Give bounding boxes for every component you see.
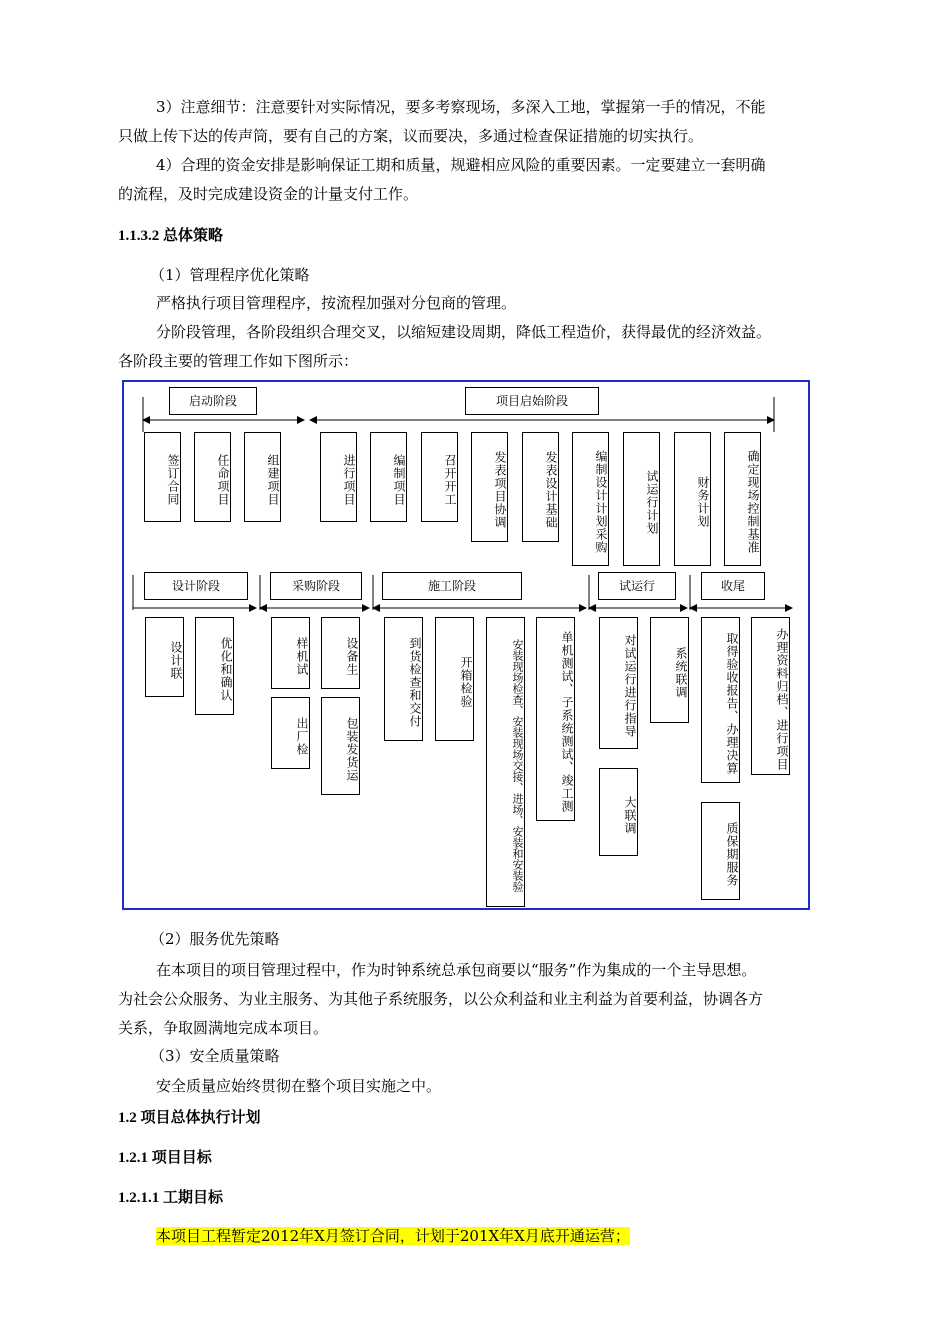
highlighted-schedule-text: 本项目工程暂定2012年X月签订合同，计划于201X年X月底开通运营； — [156, 1227, 630, 1245]
task-box-design-1: 设计联 — [145, 617, 184, 697]
task-box-startup-1: 签订合同 — [144, 432, 181, 522]
heading-12-overall-plan: 1.2 项目总体执行计划 — [118, 1110, 261, 1126]
task-box-closeout-1: 取得验收报告、办理决算 — [701, 617, 740, 783]
phase-label-design: 设计阶段 — [144, 572, 248, 600]
phase-label-trial-run: 试运行 — [598, 572, 676, 600]
paragraph-service-line1: 在本项目的项目管理过程中，作为时钟系统总承包商要以“服务”作为集成的一个主导思想。 — [156, 961, 757, 979]
task-box-kickoff-5: 发表设计基础 — [522, 432, 559, 542]
paragraph-attention-detail-line2: 只做上传下达的传声筒，要有自己的方案，议而要决，多通过检查保证措施的切实执行。 — [118, 127, 704, 145]
task-box-startup-3: 组建项目 — [244, 432, 281, 522]
task-box-procurement-3: 出厂检 — [271, 697, 310, 769]
subheading-management-procedure: （1）管理程序优化策略 — [150, 266, 310, 284]
paragraph-strict-procedure: 严格执行项目管理程序，按流程加强对分包商的管理。 — [156, 294, 517, 312]
paragraph-phased-management-line1: 分阶段管理，各阶段组织合理交叉，以缩短建设周期，降低工程造价，获得最优的经济效益。 — [156, 323, 772, 341]
task-box-kickoff-4: 发表项目协调 — [471, 432, 508, 542]
task-box-trial-2: 系统联调 — [650, 617, 689, 723]
phase-label-kickoff: 项目启始阶段 — [465, 387, 599, 415]
task-box-construction-1: 到货检查和交付 — [384, 617, 423, 741]
task-box-kickoff-2: 编制项目 — [370, 432, 407, 522]
task-box-design-2: 优化和确认 — [195, 617, 234, 715]
paragraph-schedule-goal — [156, 1222, 630, 1251]
phase-label-procurement: 采购阶段 — [270, 572, 362, 600]
paragraph-safety-quality: 安全质量应始终贯彻在整个项目实施之中。 — [156, 1077, 442, 1095]
task-box-procurement-4: 包装发货运 — [321, 697, 360, 795]
task-box-construction-4: 单机测试、子系统测试、竣工测 — [536, 617, 575, 821]
phase-management-diagram — [122, 380, 810, 910]
heading-121-project-goals: 1.2.1 项目目标 — [118, 1150, 212, 1166]
task-box-construction-2: 开箱检验 — [435, 617, 474, 741]
subheading-safety-quality: （3）安全质量策略 — [150, 1047, 280, 1065]
task-box-closeout-3: 质保期服务 — [701, 802, 740, 900]
paragraph-phased-management-line2: 各阶段主要的管理工作如下图所示： — [118, 352, 359, 370]
task-box-kickoff-1: 进行项目 — [320, 432, 357, 522]
task-box-kickoff-6: 编制设计计划采购 — [572, 432, 609, 566]
phase-label-construction: 施工阶段 — [382, 572, 522, 600]
paragraph-attention-detail-line1: 3）注意细节：注意要针对实际情况，要多考察现场，多深入工地，掌握第一手的情况，不能 — [156, 98, 766, 116]
task-box-closeout-2: 办理资料归档、进行项目 — [751, 617, 790, 775]
task-box-kickoff-9: 确定现场控制基准 — [724, 432, 761, 566]
task-box-construction-3: 安装现场检查、安装现场交接、进场、安装和安装验 — [486, 617, 525, 907]
task-box-trial-3: 大联调 — [599, 768, 638, 856]
subheading-service-first: （2）服务优先策略 — [150, 930, 280, 948]
paragraph-service-line2: 为社会公众服务、为业主服务、为其他子系统服务，以公众利益和业主利益为首要利益，协调各方 — [118, 990, 764, 1008]
task-box-trial-1: 对试运行进行指导 — [599, 617, 638, 749]
phase-label-closeout: 收尾 — [701, 572, 765, 600]
paragraph-funding-line1: 4）合理的资金安排是影响保证工期和质量，规避相应风险的重要因素。一定要建立一套明确 — [156, 156, 766, 174]
task-box-kickoff-3: 召开开工 — [421, 432, 458, 522]
task-box-kickoff-8: 财务计划 — [674, 432, 711, 566]
task-box-procurement-2: 设备生 — [321, 617, 360, 689]
paragraph-service-line3: 关系，争取圆满地完成本项目。 — [118, 1019, 329, 1037]
heading-1132-overall-strategy: 1.1.3.2 总体策略 — [118, 228, 224, 244]
task-box-procurement-1: 样机试 — [271, 617, 310, 689]
paragraph-funding-line2: 的流程，及时完成建设资金的计量支付工作。 — [118, 185, 419, 203]
heading-1211-schedule-goal: 1.2.1.1 工期目标 — [118, 1190, 224, 1206]
phase-label-startup: 启动阶段 — [169, 387, 257, 415]
task-box-kickoff-7: 试运行计划 — [623, 432, 660, 566]
task-box-startup-2: 任命项目 — [194, 432, 231, 522]
